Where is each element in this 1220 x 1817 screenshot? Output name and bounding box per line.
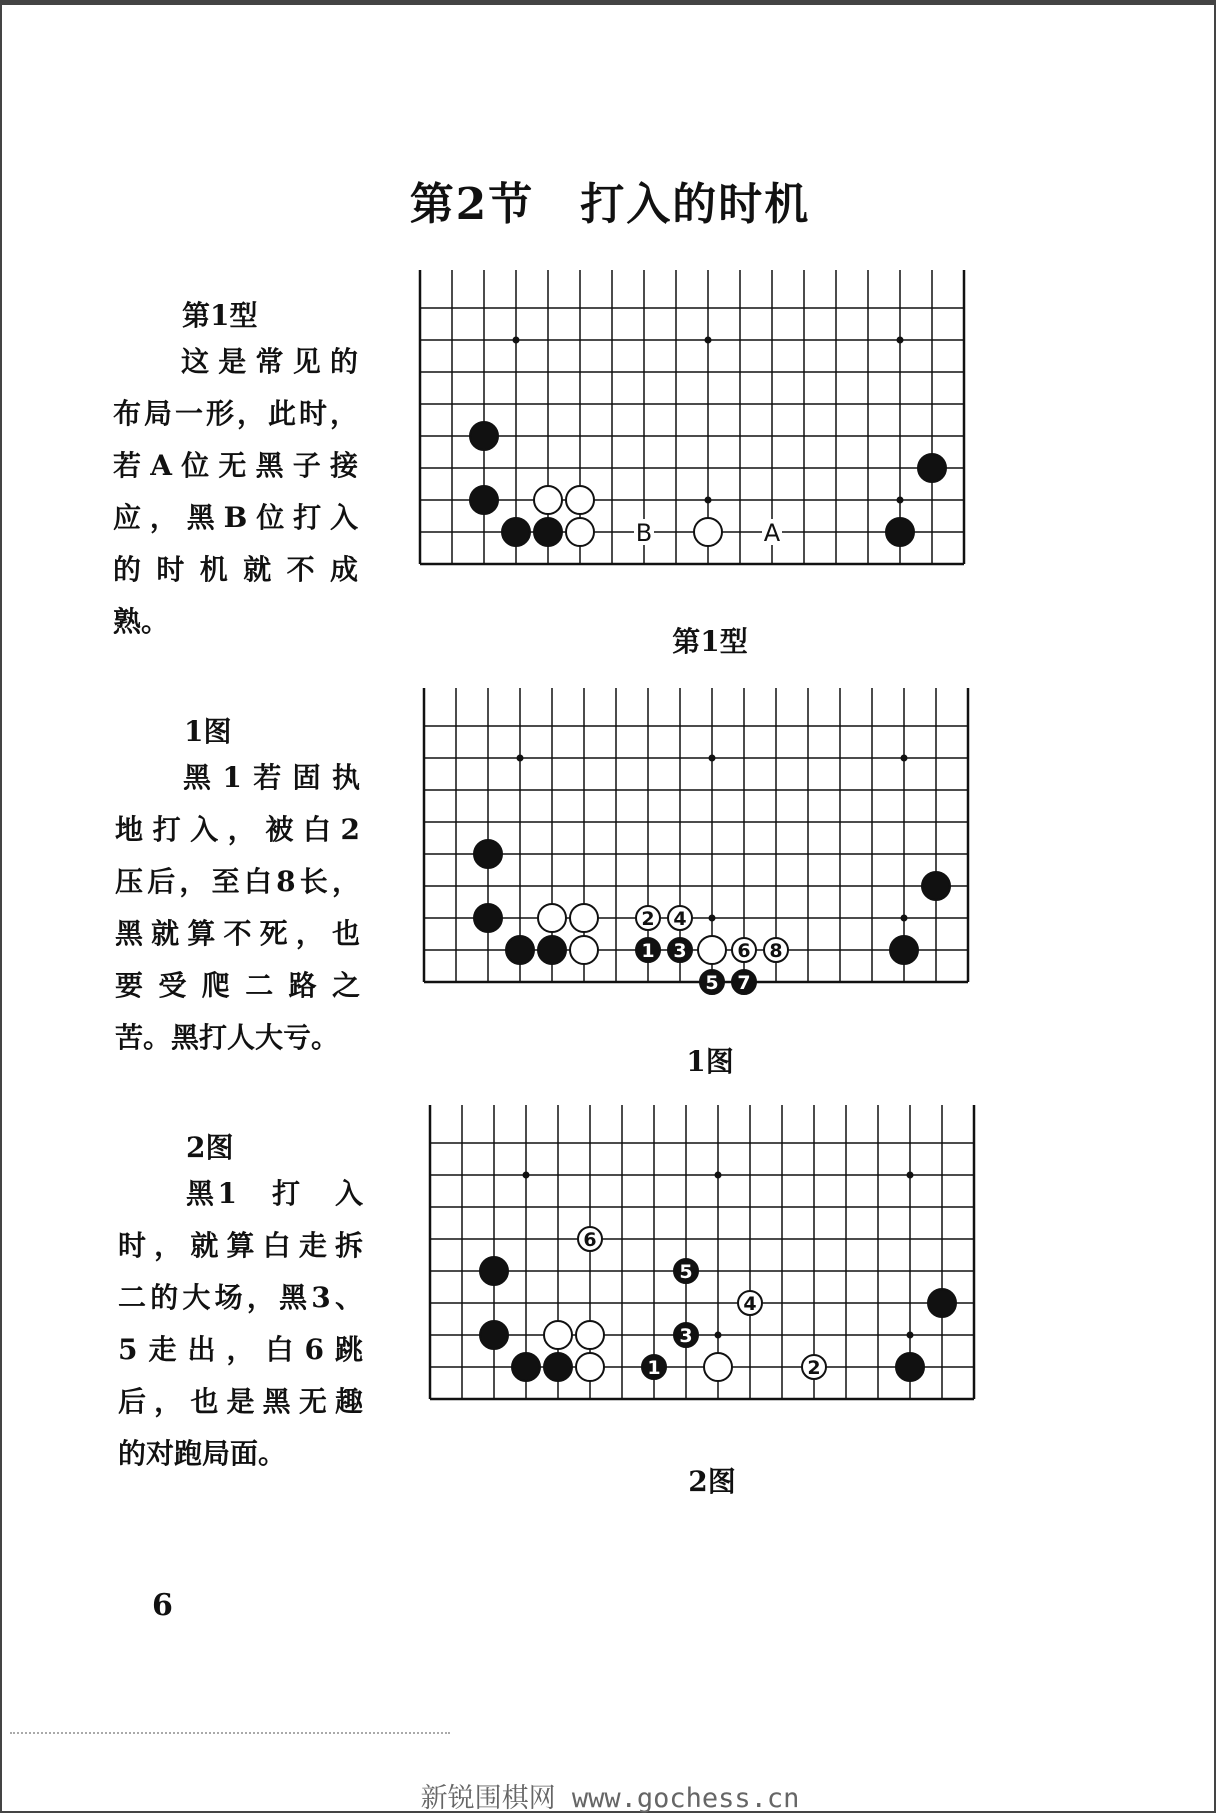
white-stone [704,1353,732,1381]
text-line: 压后，至白8长， [115,865,360,898]
black-stone [506,936,534,964]
star-point [705,337,712,344]
text-line: 二的大场，黑3、 [118,1281,363,1314]
move-number: 5 [705,972,719,994]
move-number: 6 [583,1229,597,1251]
black-stone [512,1353,540,1381]
text-line: 熟。 [113,605,170,638]
section-2-heading: 1图 [184,715,232,748]
star-point [901,755,908,762]
white-stone [570,936,598,964]
white-stone [538,904,566,932]
black-stone [544,1353,572,1381]
white-stone [570,904,598,932]
white-stone [698,936,726,964]
move-number: 2 [807,1357,821,1379]
move-number: 7 [737,972,751,994]
text-line: 这是常见的 [181,345,358,378]
text-line: 地打入，被白2 [115,813,360,846]
section-3-text [118,1168,363,1480]
move-number: 3 [673,940,687,962]
text-line: 的时机就不成 [113,553,358,586]
white-stone [566,518,594,546]
board-grid [430,1105,974,1399]
section-1-text [113,336,358,648]
scan-artifact-divider [10,1732,450,1734]
page-title: 第2节 打入的时机 [409,179,811,230]
move-number: 5 [679,1261,693,1283]
star-point [517,755,524,762]
star-point [715,1172,722,1179]
go-board-diagram-3 [422,1103,1022,1449]
move-number: 3 [679,1325,693,1347]
black-stone [534,518,562,546]
board-grid [420,270,964,564]
star-point [907,1172,914,1179]
text-line: 布局一形，此时， [113,397,358,430]
text-line: 时，就算白走拆 [118,1229,363,1262]
black-stone [474,904,502,932]
text-line: 要受爬二路之 [115,969,360,1002]
go-board-diagram-1 [412,268,1012,614]
star-point [513,337,520,344]
move-number: 4 [673,908,687,930]
black-stone [918,454,946,482]
black-stone [470,486,498,514]
star-point [523,1172,530,1179]
board-letter-mark: A [763,519,781,547]
star-point [709,915,716,922]
text-line: 黑1若固执 [183,761,360,794]
white-stone [694,518,722,546]
move-number: 6 [737,940,751,962]
move-number: 2 [641,908,655,930]
board-grid [424,688,968,982]
move-number: 8 [769,940,783,962]
star-point [897,337,904,344]
black-stone [890,936,918,964]
text-line: 黑1 打 入 [186,1177,363,1210]
section-3-heading: 2图 [186,1131,234,1164]
star-point [897,497,904,504]
text-line: 后，也是黑无趣 [118,1385,363,1418]
move-number: 1 [647,1357,661,1379]
white-stone [544,1321,572,1349]
black-stone [538,936,566,964]
star-point [705,497,712,504]
black-stone [474,840,502,868]
black-stone [928,1289,956,1317]
text-line: 应，黑B位打入 [113,501,358,534]
section-2-text [115,752,360,1064]
text-line: 苦。黑打人大亏。 [115,1021,340,1054]
text-line: 5走出，白6跳 [118,1333,363,1366]
black-stone [896,1353,924,1381]
section-1-heading: 第1型 [182,299,258,332]
white-stone [576,1353,604,1381]
section-1-caption: 第1型 [672,625,748,658]
white-stone [566,486,594,514]
star-point [907,1332,914,1339]
move-number: 4 [743,1293,757,1315]
text-line: 黑就算不死，也 [115,917,360,950]
page-number: 6 [152,1588,173,1623]
section-2-caption: 1图 [686,1045,734,1078]
white-stone [576,1321,604,1349]
star-point [715,1332,722,1339]
black-stone [922,872,950,900]
footer-watermark: 新锐围棋网 www.gochess.cn [420,1783,800,1814]
move-number: 1 [641,940,655,962]
star-point [709,755,716,762]
black-stone [480,1321,508,1349]
black-stone [502,518,530,546]
black-stone [470,422,498,450]
section-3-caption: 2图 [688,1465,736,1498]
black-stone [886,518,914,546]
text-line: 若A位无黑子接 [113,449,358,482]
go-board-diagram-2 [416,686,1016,1032]
star-point [901,915,908,922]
black-stone [480,1257,508,1285]
white-stone [534,486,562,514]
text-line: 的对跑局面。 [118,1437,287,1470]
board-letter-mark: B [635,519,653,547]
